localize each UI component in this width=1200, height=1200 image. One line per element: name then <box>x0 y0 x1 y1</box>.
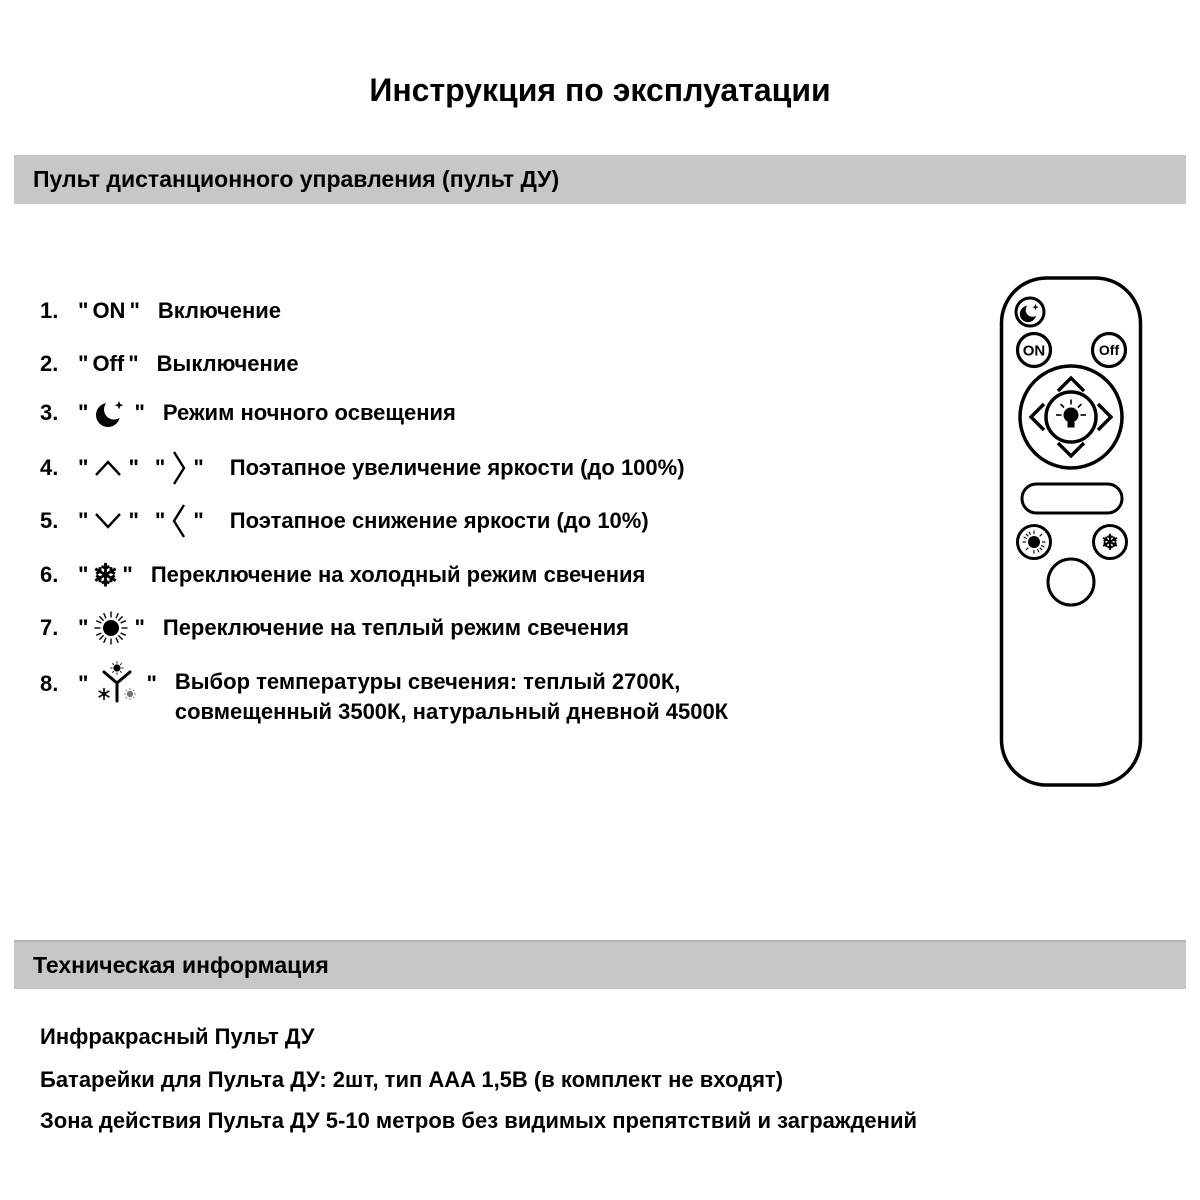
quote-mark: " <box>128 508 139 533</box>
dpad <box>1020 366 1122 468</box>
list-item-on <box>40 289 281 333</box>
section-header-tech-label: Техническая информация <box>33 952 329 978</box>
quote-mark: " <box>78 562 89 587</box>
quote-mark: " <box>154 455 166 480</box>
angle-right-icon <box>169 448 189 488</box>
quote-mark: " <box>134 615 145 640</box>
item-number: 2. <box>40 351 59 376</box>
quote-mark: " <box>134 400 145 425</box>
remote-control-illustration <box>998 275 1144 789</box>
quote-mark: " <box>78 351 89 376</box>
item-number: 4. <box>40 455 59 480</box>
pill-button <box>1022 484 1122 513</box>
item-description: Переключение на теплый режим свечения <box>162 615 630 640</box>
on-key-label: ON <box>92 298 126 323</box>
list-item-warm-mode <box>40 606 629 650</box>
sun-icon <box>92 609 130 647</box>
round-button <box>1048 559 1094 605</box>
item-number: 7. <box>40 615 59 640</box>
quote-mark: " <box>129 298 140 323</box>
mini-sun-right <box>124 688 136 700</box>
angle-left-icon <box>169 501 189 541</box>
tech-line-batteries: Батарейки для Пульта ДУ: 2шт, тип AAA 1,5В (в комплект не входят) <box>40 1067 784 1092</box>
page-title: Инструкция по эксплуатации <box>369 72 831 108</box>
quote-mark: " <box>154 508 166 533</box>
on-button <box>1018 334 1051 367</box>
item-description: Режим ночного освещения <box>162 400 456 425</box>
quote-mark: " <box>193 455 204 480</box>
list-item-cold-mode <box>40 553 645 597</box>
item-number: 3. <box>40 400 59 425</box>
night-mode-button <box>1016 298 1044 326</box>
tech-line-ir-remote: Инфракрасный Пульт ДУ <box>40 1024 315 1049</box>
moon-night-mode-icon <box>92 394 130 432</box>
chevron-up-icon <box>92 458 124 478</box>
item-description: Переключение на холодный режим свечения <box>150 562 646 587</box>
sun-icon <box>1023 531 1046 554</box>
chevron-down-icon <box>92 511 124 531</box>
tech-line-range: Зона действия Пульта ДУ 5-10 метров без видимых препятствий и заграждений <box>40 1108 918 1133</box>
section-header-remote <box>14 155 1186 204</box>
item-number: 8. <box>40 671 59 696</box>
quote-mark: " <box>128 455 139 480</box>
off-key-label: Off <box>92 351 125 376</box>
item-description: Выключение <box>156 351 299 376</box>
item-description-line2: совмещенный 3500К, натуральный дневной 4500К <box>174 699 729 724</box>
quote-mark: " <box>78 671 89 696</box>
section-header-tech <box>14 940 1186 989</box>
color-temperature-select-icon <box>92 661 142 707</box>
cold-mode-button <box>1094 526 1127 559</box>
item-description: Поэтапное увеличение яркости (до 100%) <box>229 455 685 480</box>
quote-mark: " <box>78 400 89 425</box>
list-item-off <box>40 342 299 386</box>
quote-mark: " <box>78 298 89 323</box>
quote-mark: " <box>193 508 204 533</box>
item-number: 6. <box>40 562 59 587</box>
on-button-label: ON <box>1022 342 1046 360</box>
item-description: Включение <box>157 298 282 323</box>
list-item-brightness-up <box>40 446 685 490</box>
item-description <box>175 667 728 727</box>
quote-mark: " <box>78 615 89 640</box>
quote-mark: " <box>78 455 89 480</box>
quote-mark: " <box>78 508 89 533</box>
warm-mode-button <box>1018 526 1051 559</box>
mini-snowflake <box>100 689 110 700</box>
item-description-line1: Выбор температуры свечения: теплый 2700К, <box>174 669 681 694</box>
section-header-remote-label: Пульт дистанционного управления (пульт ДУ) <box>33 166 560 192</box>
list-item-brightness-down <box>40 499 649 543</box>
snowflake-icon: ❄ <box>1101 531 1119 555</box>
off-button-label: Off <box>1098 342 1120 358</box>
snowflake-icon: ❄ <box>92 557 119 593</box>
list-item-color-temperature <box>40 667 728 727</box>
quote-mark: " <box>122 562 133 587</box>
quote-mark: " <box>128 351 139 376</box>
item-number: 5. <box>40 508 59 533</box>
quote-mark: " <box>146 671 157 696</box>
list-item-night-mode <box>40 391 456 435</box>
mini-sun-top <box>111 662 124 675</box>
item-number: 1. <box>40 298 59 323</box>
off-button <box>1093 334 1126 367</box>
item-description: Поэтапное снижение яркости (до 10%) <box>229 508 649 533</box>
